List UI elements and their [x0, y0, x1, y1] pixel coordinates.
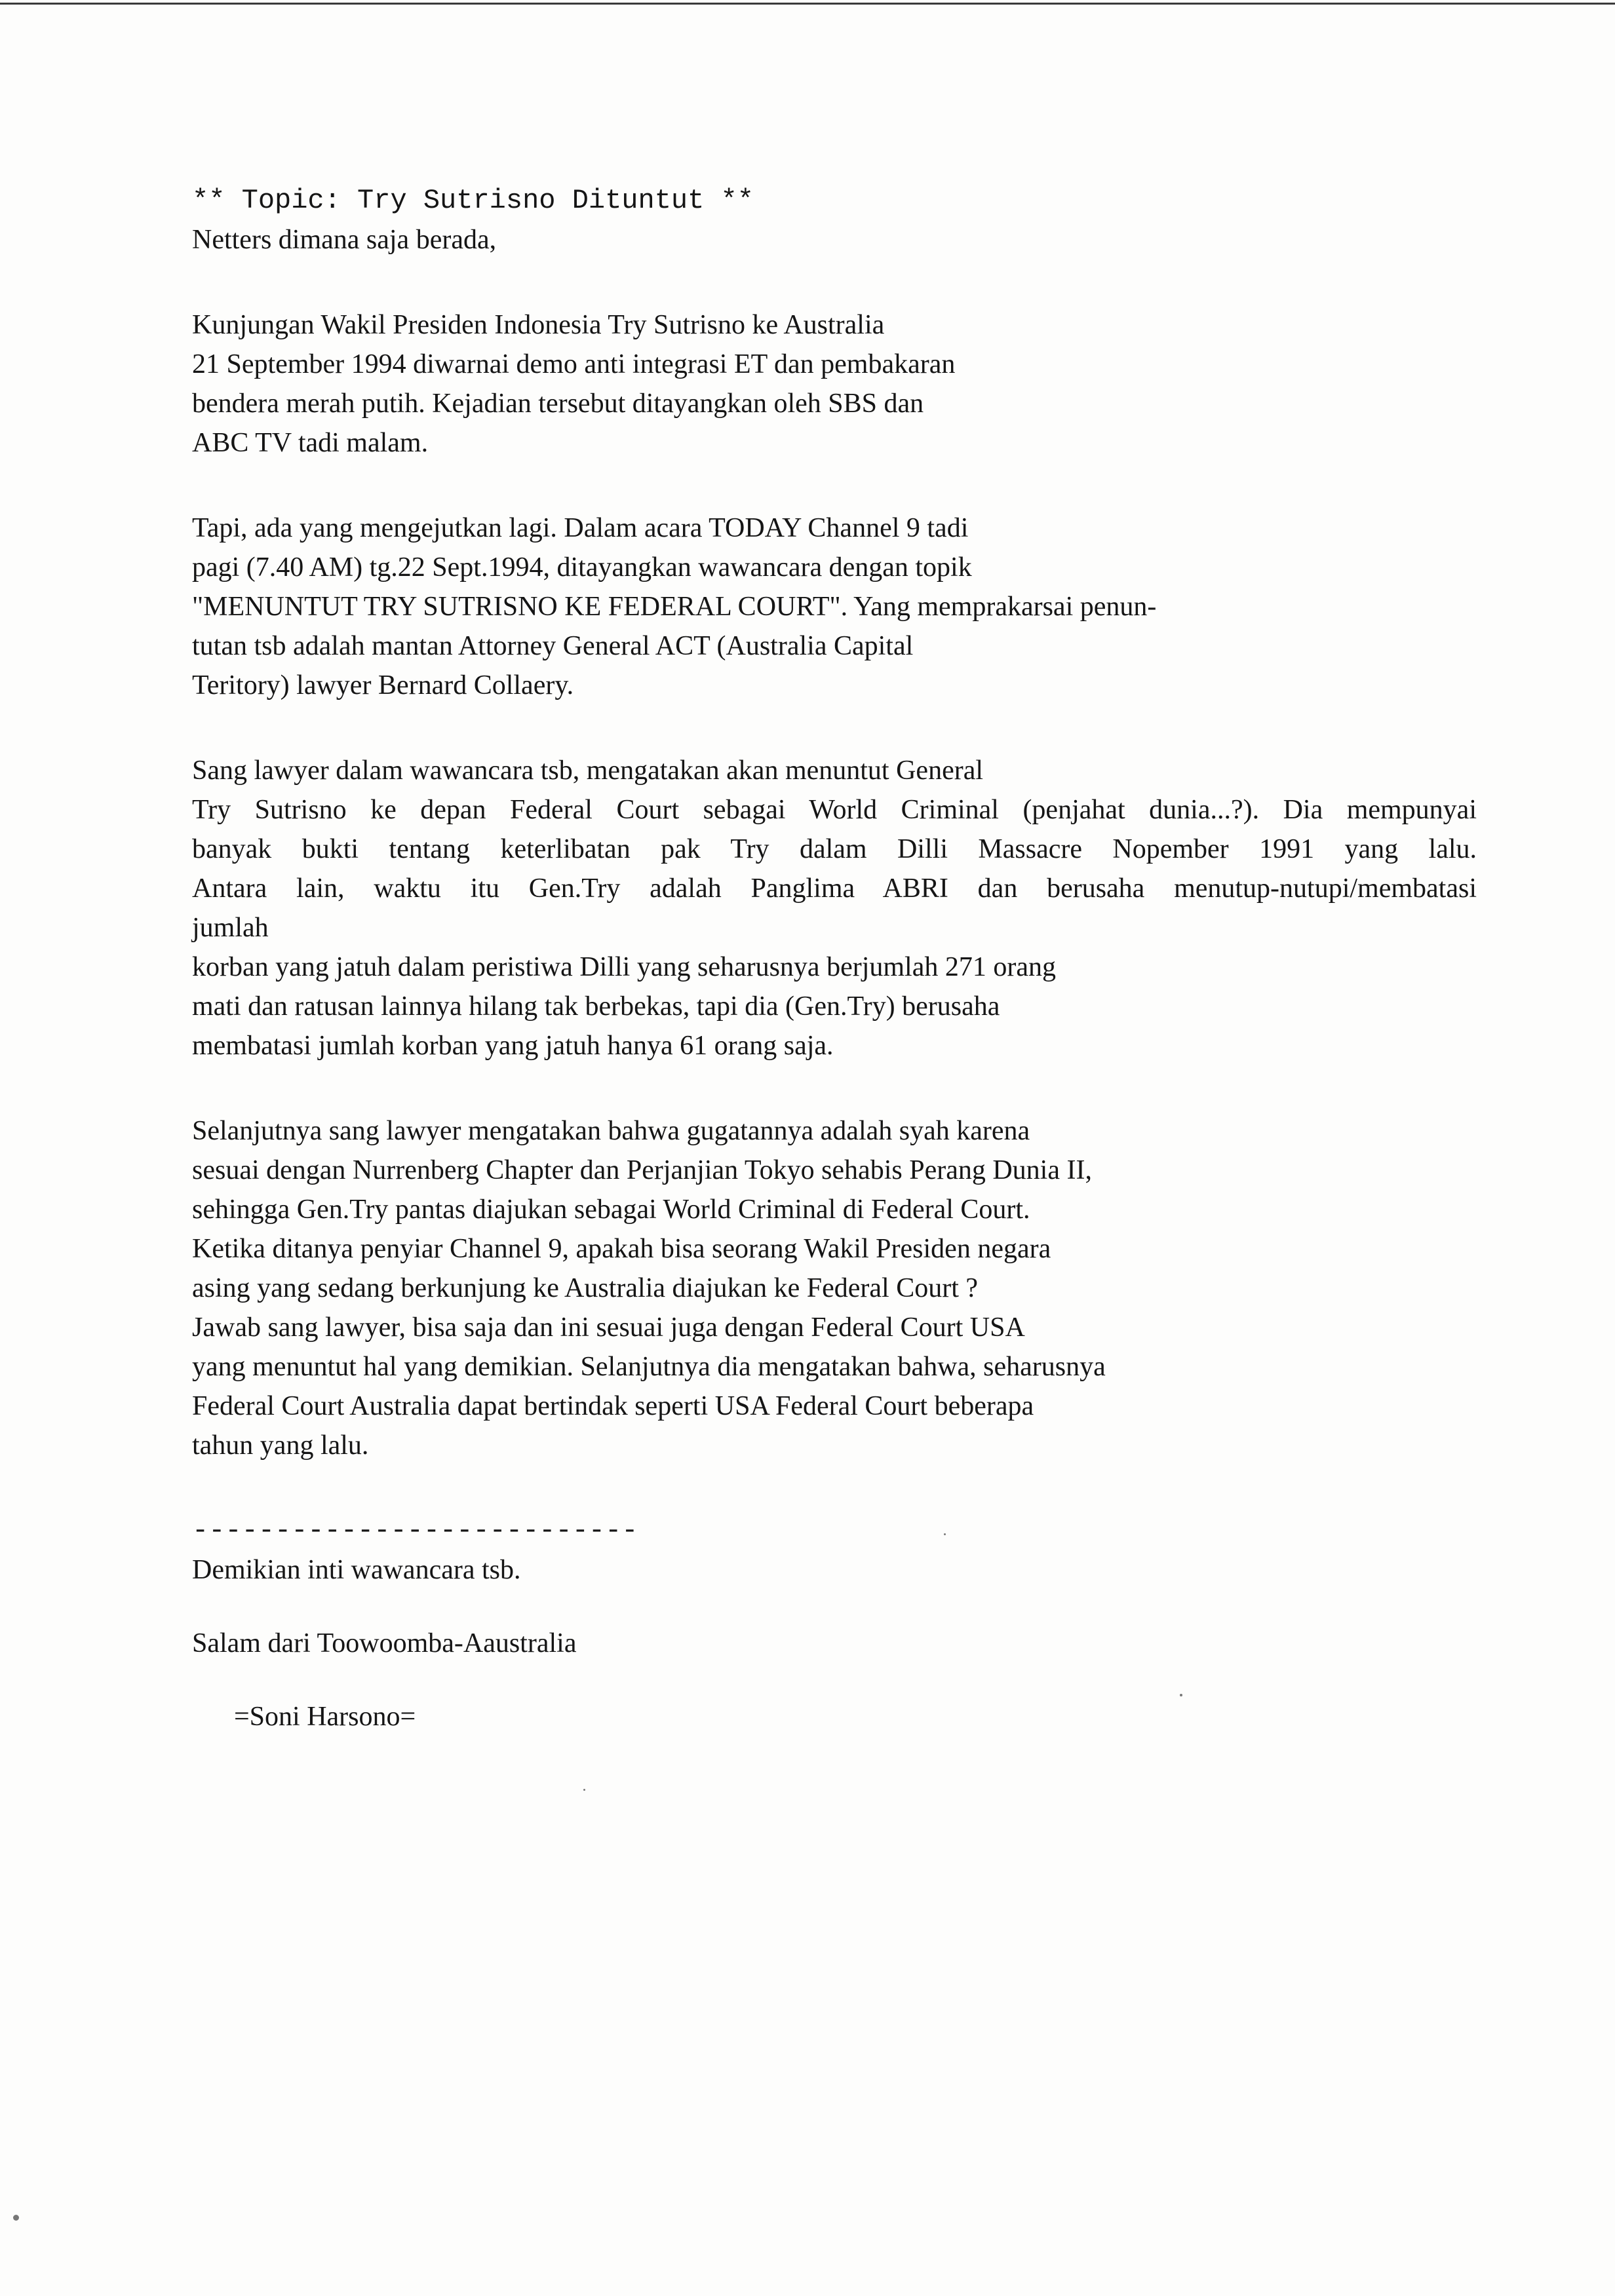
top-edge-rule [0, 3, 1615, 5]
separator-line: --------------------------- [192, 1515, 638, 1546]
paragraph-line: Ketika ditanya penyiar Channel 9, apakah bisa seorang Wakil Presiden negara [192, 1234, 1051, 1264]
paragraph-2 [192, 508, 1523, 705]
paragraph-line: Teritory) lawyer Bernard Collaery. [192, 670, 574, 700]
topic-heading: ** Topic: Try Sutrisno Dituntut ** [192, 185, 754, 216]
spacer [192, 1465, 1523, 1511]
spacer [192, 1065, 1523, 1111]
paragraph-line: banyak bukti tentang keterlibatan pak Try dalam Dilli Massacre Nopember 1991 yang lalu. [192, 834, 1477, 864]
spacer [192, 1590, 1523, 1624]
signature: =Soni Harsono= [234, 1702, 416, 1732]
paragraph-3 [192, 751, 1523, 1065]
paragraph-line: asing yang sedang berkunjung ke Australia diajukan ke Federal Court ? [192, 1273, 979, 1303]
paragraph-line: membatasi jumlah korban yang jatuh hanya 61 orang saja. [192, 1031, 834, 1061]
scan-speck [944, 1533, 946, 1535]
greeting: Netters dimana saja berada, [192, 225, 497, 255]
paragraph-line: korban yang jatuh dalam peristiwa Dilli yang seharusnya berjumlah 271 orang [192, 952, 1056, 982]
paragraph-line: Federal Court Australia dapat bertindak seperti USA Federal Court beberapa [192, 1391, 1034, 1421]
paragraph-line: 21 September 1994 diwarnai demo anti integrasi ET dan pembakaran [192, 349, 956, 379]
paragraph-line: Sang lawyer dalam wawancara tsb, mengatakan akan menuntut General [192, 756, 984, 786]
spacer [192, 463, 1523, 508]
paragraph-line: tutan tsb adalah mantan Attorney General ACT (Australia Capital [192, 631, 914, 661]
paragraph-line: sehingga Gen.Try pantas diajukan sebagai World Criminal di Federal Court. [192, 1195, 1030, 1225]
paragraph-line: Try Sutrisno ke depan Federal Court sebagai World Criminal (penjahat dunia...?). Dia mempunyai [192, 795, 1477, 825]
scan-speck [1180, 1694, 1182, 1696]
paragraph-line: yang menuntut hal yang demikian. Selanjutnya dia mengatakan bahwa, seharusnya [192, 1352, 1106, 1382]
paragraph-line: bendera merah putih. Kejadian tersebut ditayangkan oleh SBS dan [192, 389, 924, 419]
paragraph-line: jumlah [192, 913, 269, 943]
spacer [192, 1663, 1523, 1697]
paragraph-line: ABC TV tadi malam. [192, 428, 429, 458]
paragraph-line: tahun yang lalu. [192, 1430, 369, 1461]
spacer [192, 259, 1523, 305]
paragraph-line: sesuai dengan Nurrenberg Chapter dan Perjanjian Tokyo sehabis Perang Dunia II, [192, 1155, 1092, 1185]
scan-speck [13, 2215, 19, 2221]
spacer [192, 705, 1523, 751]
paragraph-line: Antara lain, waktu itu Gen.Try adalah Panglima ABRI dan berusaha menutup-nutupi/membatasi [192, 873, 1477, 904]
regards-line: Salam dari Toowoomba-Aaustralia [192, 1628, 577, 1658]
paragraph-1 [192, 305, 1523, 463]
paragraph-line: Selanjutnya sang lawyer mengatakan bahwa gugatannya adalah syah karena [192, 1116, 1030, 1146]
paragraph-line: Tapi, ada yang mengejutkan lagi. Dalam acara TODAY Channel 9 tadi [192, 513, 969, 543]
paragraph-4 [192, 1111, 1523, 1465]
paragraph-line: pagi (7.40 AM) tg.22 Sept.1994, ditayangkan wawancara dengan topik [192, 552, 972, 583]
document-body [192, 181, 1523, 1736]
paragraph-line: "MENUNTUT TRY SUTRISNO KE FEDERAL COURT". Yang memprakarsai penun- [192, 592, 1157, 622]
paragraph-line: Kunjungan Wakil Presiden Indonesia Try Sutrisno ke Australia [192, 310, 885, 340]
paragraph-line: mati dan ratusan lainnya hilang tak berbekas, tapi dia (Gen.Try) berusaha [192, 991, 1000, 1022]
scan-speck [583, 1789, 585, 1791]
closing-line: Demikian inti wawancara tsb. [192, 1555, 521, 1585]
paragraph-line: Jawab sang lawyer, bisa saja dan ini sesuai juga dengan Federal Court USA [192, 1312, 1025, 1343]
